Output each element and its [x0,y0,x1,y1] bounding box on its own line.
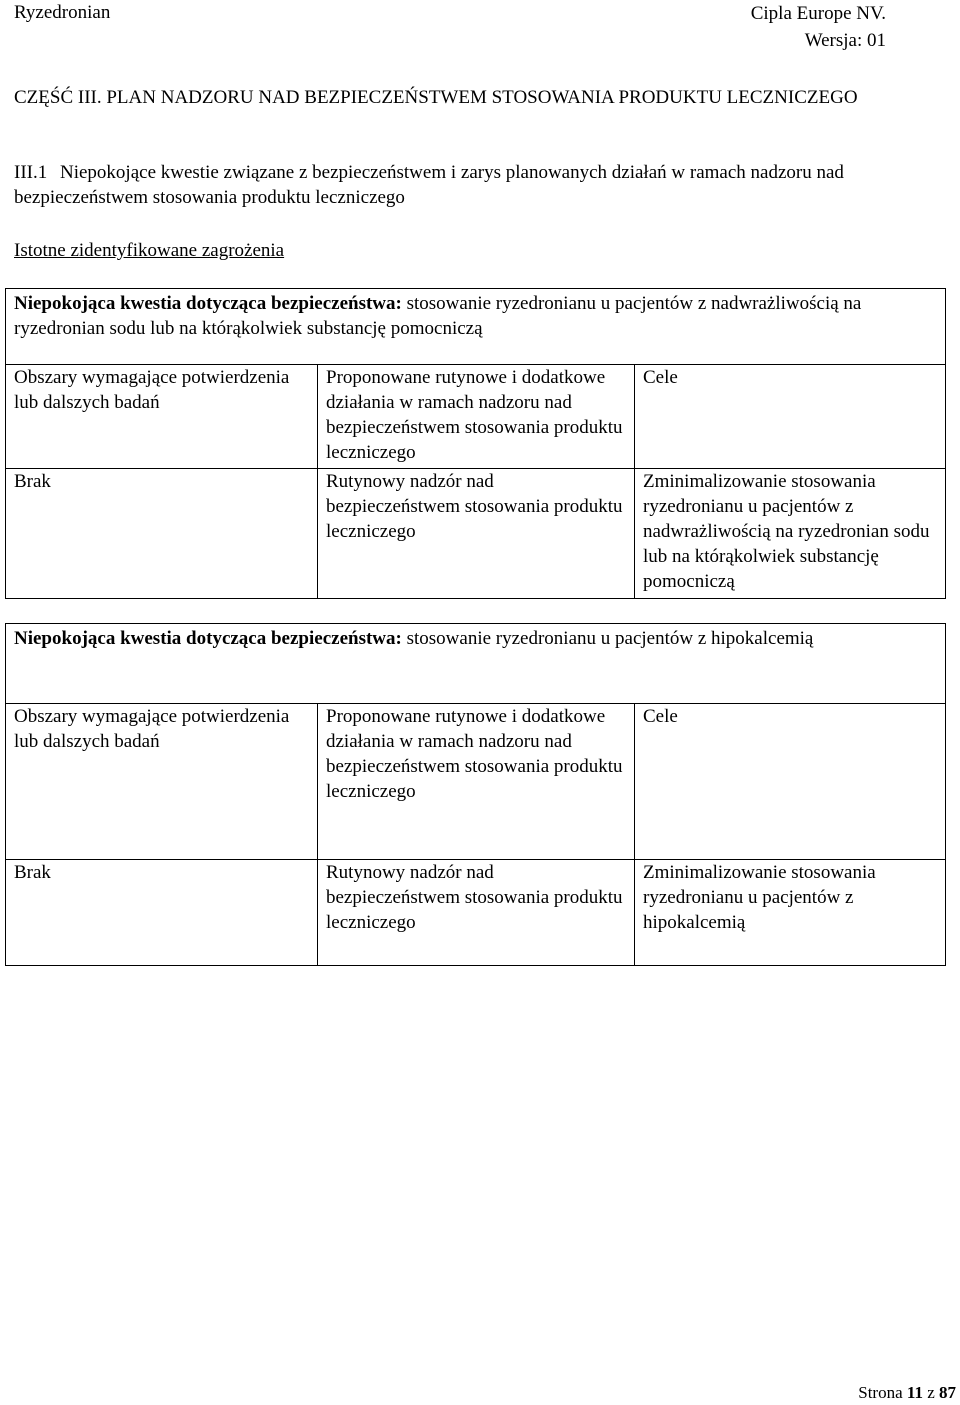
header-cell-areas: Obszary wymagające potwierdzenia lub dalszych badań [6,365,318,469]
header-version: Wersja: 01 [804,30,886,51]
safety-concern-table-1 [5,288,946,599]
concern-label: Niepokojąca kwestia dotycząca bezpieczeństwa: [14,628,402,649]
section-title [14,160,934,210]
row-cell-goals: Zminimalizowanie stosowania ryzedronianu u pacjentów z hipokalcemią [635,860,946,966]
section-title-text: Niepokojące kwestie związane z bezpieczeństwem i zarys planowanych działań w ramach nadzoru nad bezpieczeństwem stosowania produktu leczniczego [14,162,844,208]
section-number: III.1 [14,162,48,183]
concern-label: Niepokojąca kwestia dotycząca bezpieczeństwa: [14,293,402,314]
header-cell-goals: Cele [635,704,946,860]
concern-cell [6,624,946,704]
concern-cell [6,289,946,365]
row-cell-actions: Rutynowy nadzór nad bezpieczeństwem stosowania produktu leczniczego [318,469,635,599]
header-cell-goals: Cele [635,365,946,469]
footer-prefix: Strona [858,1383,907,1402]
header-cell-actions: Proponowane rutynowe i dodatkowe działania w ramach nadzoru nad bezpieczeństwem stosowania produktu leczniczego [318,704,635,860]
footer-page-total: 87 [939,1383,956,1402]
concern-text: stosowanie ryzedronianu u pacjentów z nadwrażliwością na ryzedronian sodu lub na którąkolwiek substancję pomocniczą [14,293,862,339]
row-cell-areas: Brak [6,860,318,966]
footer-page-number: 11 [906,1383,923,1402]
header-company-block [751,0,886,54]
header-company: Cipla Europe NV. [750,3,886,24]
footer-separator: z [922,1383,939,1402]
part-title: CZĘŚĆ III. PLAN NADZORU NAD BEZPIECZEŃSTWEM STOSOWANIA PRODUKTU LECZNICZEGO [14,87,858,108]
page-footer [858,1380,956,1405]
safety-concern-table-2 [5,623,946,966]
header-cell-areas: Obszary wymagające potwierdzenia lub dalszych badań [6,704,318,860]
row-cell-areas: Brak [6,469,318,599]
header-cell-actions: Proponowane rutynowe i dodatkowe działania w ramach nadzoru nad bezpieczeństwem stosowania produktu leczniczego [318,365,635,469]
header-product-name: Ryzedronian [14,2,111,23]
row-cell-goals: Zminimalizowanie stosowania ryzedronianu u pacjentów z nadwrażliwością na ryzedronian sodu lub na którąkolwiek substancję pomocniczą [635,469,946,599]
subheading: Istotne zidentyfikowane zagrożenia [14,240,285,261]
row-cell-actions: Rutynowy nadzór nad bezpieczeństwem stosowania produktu leczniczego [318,860,635,966]
concern-text: stosowanie ryzedronianu u pacjentów z hipokalcemią [401,628,814,649]
